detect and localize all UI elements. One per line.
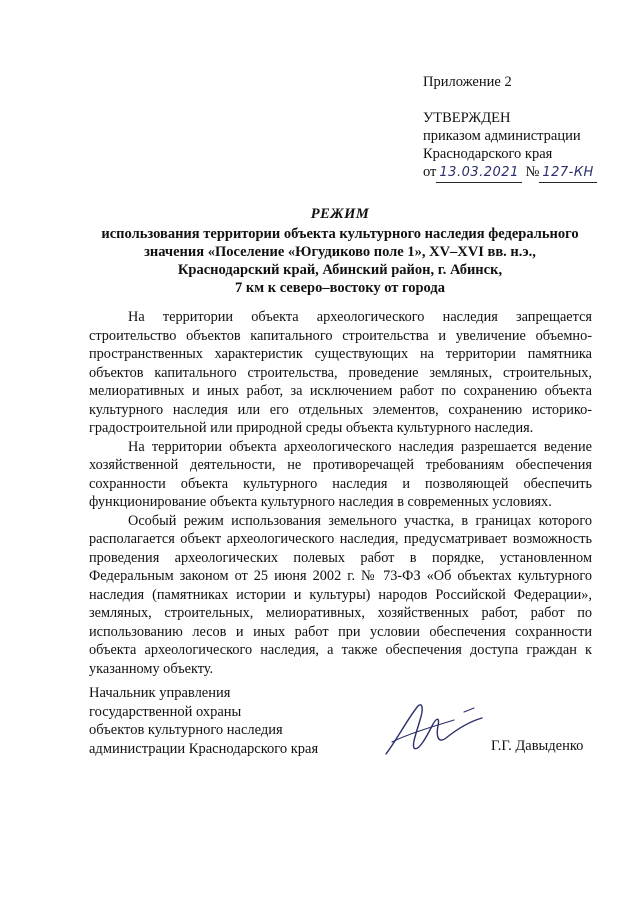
order-date-number <box>423 163 623 183</box>
handwritten-number: 127-КН <box>539 164 597 183</box>
signer-name: Г.Г. Давыденко <box>491 738 584 754</box>
body-paragraph: Особый режим использования земельного участка, в границах которого располагается объект археологического наследия, предусматривает возможность проведения археологических полевых работ в порядке, установленном Федеральным законом от 25 июня 2002 г. № 73-ФЗ «Об объектах культурного наследия (памятниках истории и культуры) народов Российской Федерации», земляных, строительных, мелиоративных, хозяйственных работ, работ по использованию лесов и иных работ при условии обеспечения сохранности объекта археологического наследия, а также обеспечения доступа граждан к указанному объекту. <box>89 512 592 677</box>
document-body <box>89 308 592 678</box>
signature-icon <box>378 698 488 760</box>
body-paragraph: На территории объекта археологического наследия запрещается строительство объектов капитального строительства и увеличение объемно-пространственных характеристик существующих на территории памятника объектов капитального строительства, проведение земляных, строительных, мелиоративных и иных работ, за исключением работ по сохранению объекта культурного наследия или его отдельных элементов, сохранению историко-градостроительной или природной среды объекта культурного наследия. <box>89 309 592 436</box>
title-line: использования территории объекта культурного наследия федерального <box>101 226 579 242</box>
position-line: государственной охраны <box>89 703 242 720</box>
document-title <box>60 205 620 297</box>
date-prefix: от <box>423 164 437 180</box>
body-paragraph: На территории объекта археологического наследия разрешается ведение хозяйственной деятельности, не противоречащей требованиям обеспечения сохранности объекта культурного наследия и позволяющей обеспечить функционирование объекта культурного наследия в современных условиях. <box>89 438 592 510</box>
title-line: Краснодарский край, Абинский район, г. Абинск, <box>177 262 503 278</box>
approved-label: УТВЕРЖДЕН <box>423 110 511 126</box>
number-prefix: № <box>525 164 540 180</box>
order-line-1: приказом администрации <box>423 128 581 144</box>
approval-block <box>423 73 623 183</box>
title-line: значения «Поселение «Югудиково поле 1», XV–XVI вв. н.э., <box>144 244 536 260</box>
title-line: 7 км к северо–востоку от города <box>235 280 445 296</box>
position-line: Начальник управления <box>89 685 231 701</box>
order-line-2: Краснодарского края <box>423 146 553 162</box>
signoff-position <box>89 684 318 758</box>
position-line: объектов культурного наследия <box>89 722 283 738</box>
handwritten-date: 13.03.2021 <box>436 164 521 183</box>
title-main: РЕЖИМ <box>310 206 370 222</box>
appendix-label: Приложение 2 <box>423 74 512 90</box>
position-line: администрации Краснодарского края <box>89 740 319 757</box>
